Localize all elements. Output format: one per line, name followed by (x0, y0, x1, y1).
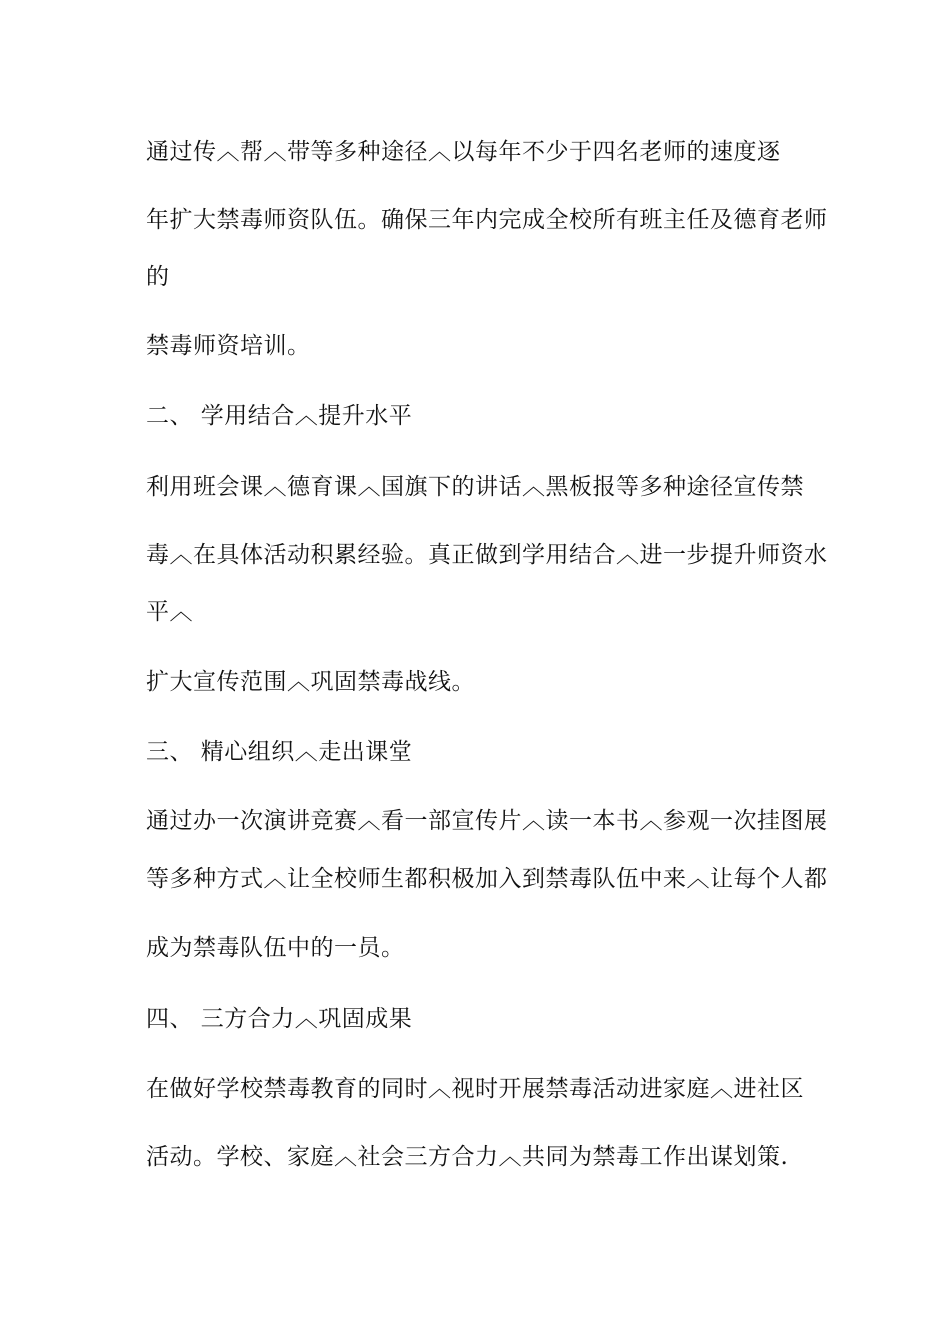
paragraph-line: 在做好学校禁毒教育的同时︿视时开展禁毒活动进家庭︿进社区 (146, 1076, 804, 1102)
paragraph-line: 年扩大禁毒师资队伍。确保三年内完成全校所有班主任及德育老师 (146, 207, 828, 233)
paragraph-line: 平︿ (146, 599, 193, 625)
paragraph-line: 禁毒师资培训。 (146, 333, 311, 359)
paragraph-line: 通过传︿帮︿带等多种途径︿以每年不少于四名老师的速度逐 (146, 139, 781, 165)
section-heading-2: 二、 学用结合︿提升水平 (146, 403, 413, 429)
paragraph-line: 通过办一次演讲竞赛︿看一部宣传片︿读一本书︿参观一次挂图展 (146, 808, 828, 834)
section-heading-3: 三、 精心组织︿走出课堂 (146, 739, 413, 765)
paragraph-line: 利用班会课︿德育课︿国旗下的讲话︿黑板报等多种途径宣传禁 (146, 474, 804, 500)
paragraph-line: 的 (146, 264, 170, 290)
paragraph-line: 成为禁毒队伍中的一员。 (146, 935, 405, 961)
paragraph-line: 等多种方式︿让全校师生都积极加入到禁毒队伍中来︿让每个人都 (146, 866, 828, 892)
paragraph-line: 扩大宣传范围︿巩固禁毒战线。 (146, 669, 475, 695)
paragraph-line: 活动。学校、家庭︿社会三方合力︿共同为禁毒工作出谋划策. (146, 1144, 789, 1170)
paragraph-line: 毒︿在具体活动积累经验。真正做到学用结合︿进一步提升师资水 (146, 542, 828, 568)
section-heading-4: 四、 三方合力︿巩固成果 (146, 1006, 413, 1032)
